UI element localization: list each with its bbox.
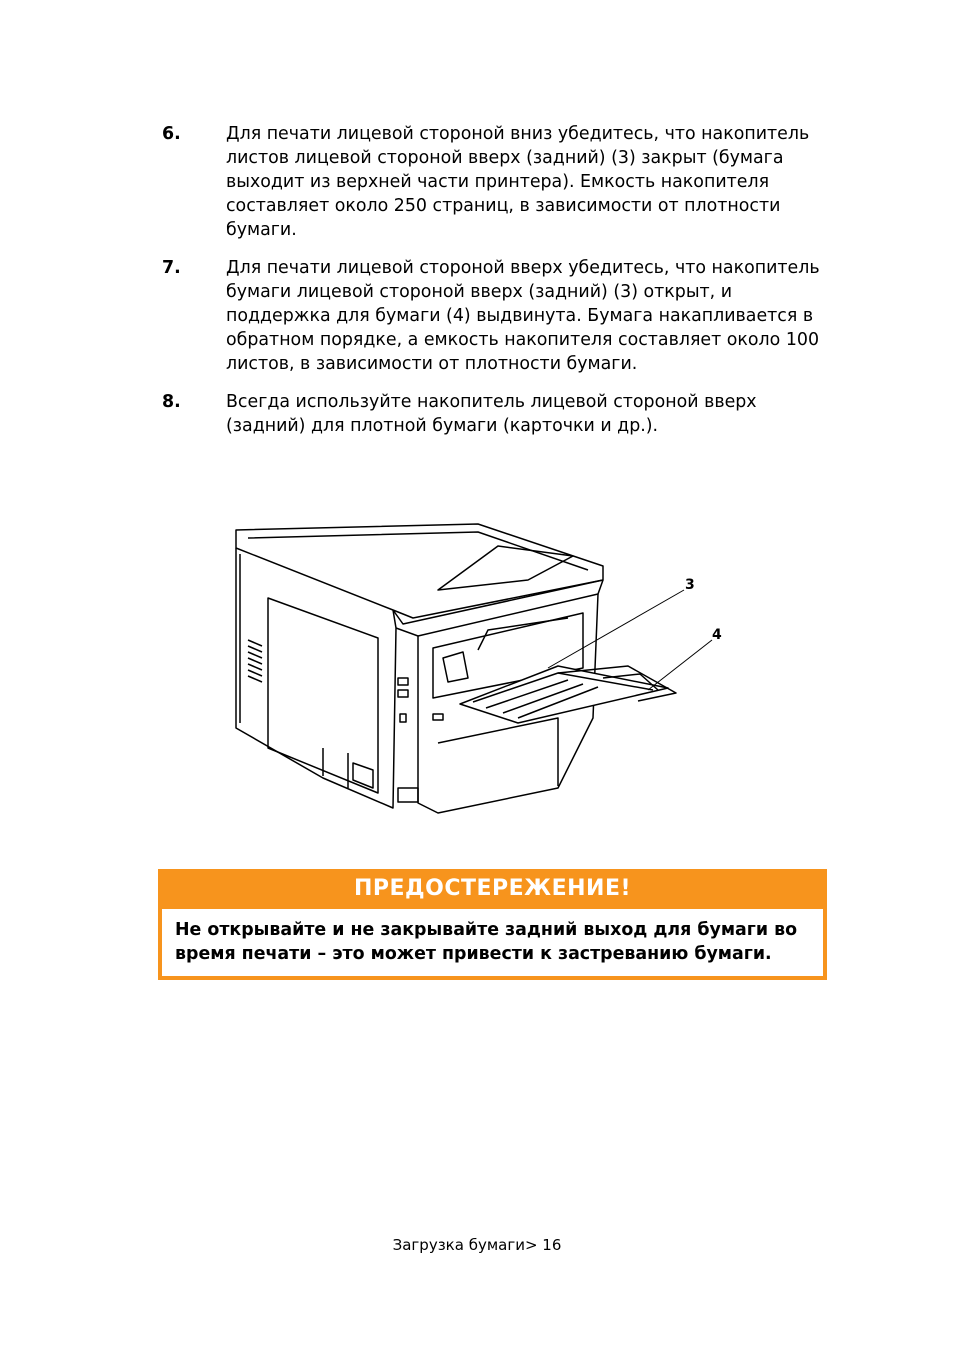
callout-4-label: 4 — [712, 627, 722, 643]
list-item — [162, 122, 842, 242]
step-number: 6. — [162, 124, 181, 144]
callout-3-label: 3 — [685, 577, 695, 593]
list-item — [162, 390, 842, 438]
step-number: 7. — [162, 258, 181, 278]
printer-illustration — [228, 518, 724, 830]
step-number: 8. — [162, 392, 181, 412]
step-text: Всегда используйте накопитель лицевой стороной вверх (задний) для плотной бумаги (карточки и др.). — [226, 392, 757, 436]
warning-text: Не открывайте и не закрывайте задний выход для бумаги во время печати – это может привести к застреванию бумаги. — [158, 909, 827, 980]
instruction-list — [162, 122, 842, 452]
step-text: Для печати лицевой стороной вверх убедитесь, что накопитель бумаги лицевой стороной вверх (задний) (3) открыт, и поддержка для бумаги (4) выдвинута. Бумага накапливается в обратном порядке, а емкость накопителя составляет около 100 листов, в зависимости от плотности бумаги. — [226, 258, 820, 374]
warning-title: ПРЕДОСТЕРЕЖЕНИЕ! — [158, 869, 827, 909]
step-text: Для печати лицевой стороной вниз убедитесь, что накопитель листов лицевой стороной вверх (задний) (3) закрыт (бумага выходит из верхней части принтера). Емкость накопителя составляет около 250 страниц, в зависимости от плотности бумаги. — [226, 124, 810, 240]
list-item — [162, 256, 842, 376]
page-footer: Загрузка бумаги> 16 — [392, 1236, 562, 1254]
warning-box — [158, 869, 827, 980]
